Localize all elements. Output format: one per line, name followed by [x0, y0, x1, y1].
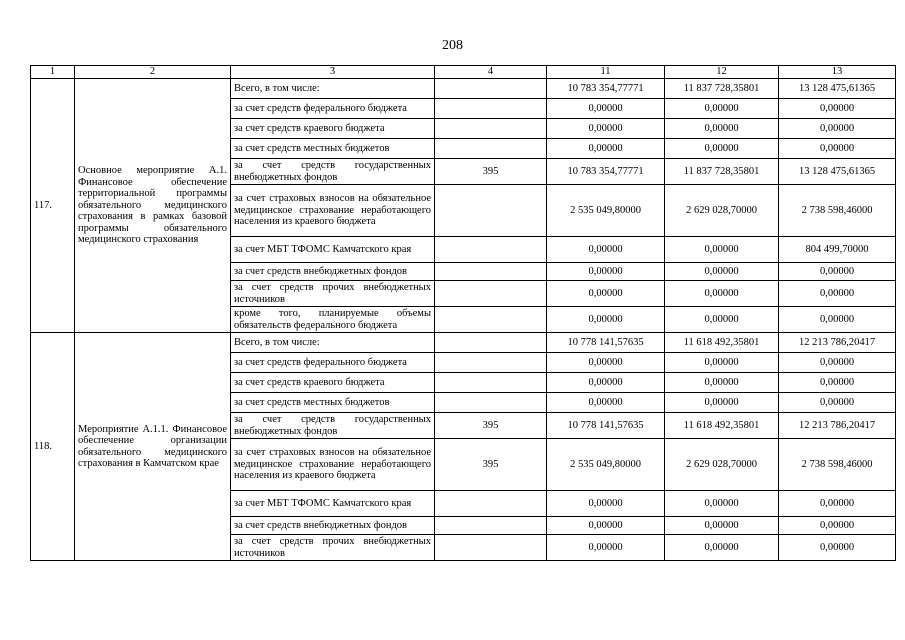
- funding-source: за счет средств федерального бюджета: [231, 353, 435, 373]
- budget-code: [435, 139, 547, 159]
- column-header: 1: [31, 66, 75, 79]
- value-col-12: 0,00000: [665, 307, 779, 333]
- value-col-12: 0,00000: [665, 263, 779, 281]
- value-col-12: 11 618 492,35801: [665, 413, 779, 439]
- value-col-12: 11 837 728,35801: [665, 159, 779, 185]
- page-number: 208: [442, 38, 463, 53]
- budget-code: [435, 373, 547, 393]
- value-col-11: 0,00000: [547, 535, 665, 561]
- budget-code: [435, 79, 547, 99]
- value-col-13: 0,00000: [779, 281, 896, 307]
- budget-code: [435, 491, 547, 517]
- value-col-13: 13 128 475,61365: [779, 159, 896, 185]
- value-col-13: 0,00000: [779, 373, 896, 393]
- value-col-12: 0,00000: [665, 353, 779, 373]
- funding-source: за счет средств краевого бюджета: [231, 373, 435, 393]
- value-col-13: 2 738 598,46000: [779, 185, 896, 237]
- column-header: 4: [435, 66, 547, 79]
- value-col-12: 0,00000: [665, 535, 779, 561]
- column-header: 12: [665, 66, 779, 79]
- funding-source: за счет средств прочих внебюджетных источников: [231, 281, 435, 307]
- value-col-11: 0,00000: [547, 99, 665, 119]
- budget-code: [435, 99, 547, 119]
- value-col-12: 0,00000: [665, 281, 779, 307]
- value-col-11: 0,00000: [547, 517, 665, 535]
- value-col-12: 11 618 492,35801: [665, 333, 779, 353]
- value-col-11: 0,00000: [547, 281, 665, 307]
- value-col-13: 0,00000: [779, 263, 896, 281]
- funding-source: за счет средств прочих внебюджетных источников: [231, 535, 435, 561]
- value-col-11: 0,00000: [547, 119, 665, 139]
- funding-source: за счет средств местных бюджетов: [231, 393, 435, 413]
- value-col-13: 0,00000: [779, 99, 896, 119]
- budget-code: 395: [435, 439, 547, 491]
- funding-source: за счет средств внебюджетных фондов: [231, 263, 435, 281]
- value-col-13: 0,00000: [779, 491, 896, 517]
- value-col-12: 0,00000: [665, 237, 779, 263]
- column-header: 11: [547, 66, 665, 79]
- value-col-11: 0,00000: [547, 237, 665, 263]
- value-col-11: 0,00000: [547, 491, 665, 517]
- budget-code: [435, 263, 547, 281]
- budget-code: [435, 353, 547, 373]
- value-col-11: 10 783 354,77771: [547, 159, 665, 185]
- funding-source: за счет средств местных бюджетов: [231, 139, 435, 159]
- budget-code: [435, 237, 547, 263]
- funding-source: Всего, в том числе:: [231, 79, 435, 99]
- value-col-13: 0,00000: [779, 517, 896, 535]
- funding-source: за счет средств краевого бюджета: [231, 119, 435, 139]
- value-col-12: 2 629 028,70000: [665, 185, 779, 237]
- funding-source: за счет средств государственных внебюджетных фондов: [231, 159, 435, 185]
- value-col-11: 0,00000: [547, 353, 665, 373]
- value-col-11: 2 535 049,80000: [547, 185, 665, 237]
- value-col-12: 2 629 028,70000: [665, 439, 779, 491]
- value-col-13: 0,00000: [779, 535, 896, 561]
- funding-source: за счет средств государственных внебюджетных фондов: [231, 413, 435, 439]
- value-col-12: 0,00000: [665, 393, 779, 413]
- measure-name: Мероприятие А.1.1. Финансовое обеспечение организации обязательного медицинского страхования в Камчатском крае: [75, 333, 231, 561]
- funding-source: за счет средств внебюджетных фондов: [231, 517, 435, 535]
- value-col-12: 0,00000: [665, 491, 779, 517]
- budget-code: [435, 119, 547, 139]
- value-col-13: 12 213 786,20417: [779, 413, 896, 439]
- value-col-13: 804 499,70000: [779, 237, 896, 263]
- budget-code: [435, 307, 547, 333]
- value-col-12: 0,00000: [665, 139, 779, 159]
- value-col-11: 10 778 141,57635: [547, 413, 665, 439]
- column-header: 2: [75, 66, 231, 79]
- value-col-13: 0,00000: [779, 393, 896, 413]
- value-col-11: 0,00000: [547, 139, 665, 159]
- funding-source: за счет МБТ ТФОМС Камчатского края: [231, 237, 435, 263]
- column-header: 13: [779, 66, 896, 79]
- budget-table: [30, 65, 896, 561]
- funding-source: Всего, в том числе:: [231, 333, 435, 353]
- value-col-13: 12 213 786,20417: [779, 333, 896, 353]
- funding-source: за счет МБТ ТФОМС Камчатского края: [231, 491, 435, 517]
- budget-code: [435, 535, 547, 561]
- value-col-12: 0,00000: [665, 373, 779, 393]
- funding-source: за счет страховых взносов на обязательное медицинское страхование неработающего населения из краевого бюджета: [231, 185, 435, 237]
- budget-code: 395: [435, 159, 547, 185]
- value-col-13: 0,00000: [779, 139, 896, 159]
- column-header: 3: [231, 66, 435, 79]
- row-number: 117.: [31, 79, 75, 333]
- budget-code: [435, 185, 547, 237]
- value-col-13: 13 128 475,61365: [779, 79, 896, 99]
- value-col-11: 0,00000: [547, 307, 665, 333]
- value-col-11: 10 783 354,77771: [547, 79, 665, 99]
- funding-source: за счет страховых взносов на обязательное медицинское страхование неработающего населения из краевого бюджета: [231, 439, 435, 491]
- value-col-12: 0,00000: [665, 119, 779, 139]
- value-col-13: 0,00000: [779, 353, 896, 373]
- value-col-11: 0,00000: [547, 373, 665, 393]
- row-number: 118.: [31, 333, 75, 561]
- value-col-13: 0,00000: [779, 307, 896, 333]
- value-col-11: 2 535 049,80000: [547, 439, 665, 491]
- budget-code: [435, 333, 547, 353]
- budget-code: 395: [435, 413, 547, 439]
- budget-code: [435, 281, 547, 307]
- funding-source: за счет средств федерального бюджета: [231, 99, 435, 119]
- budget-code: [435, 393, 547, 413]
- value-col-11: 0,00000: [547, 393, 665, 413]
- value-col-12: 0,00000: [665, 517, 779, 535]
- value-col-12: 11 837 728,35801: [665, 79, 779, 99]
- value-col-11: 10 778 141,57635: [547, 333, 665, 353]
- measure-name: Основное мероприятие А.1. Финансовое обеспечение территориальной программы обязательного медицинского страхования в рамках базовой программы обязательного медицинского страхования: [75, 79, 231, 333]
- budget-code: [435, 517, 547, 535]
- value-col-11: 0,00000: [547, 263, 665, 281]
- funding-source: кроме того, планируемые объемы обязательств федерального бюджета: [231, 307, 435, 333]
- table-row: [31, 333, 896, 353]
- header-row: [31, 66, 896, 79]
- value-col-12: 0,00000: [665, 99, 779, 119]
- value-col-13: 2 738 598,46000: [779, 439, 896, 491]
- value-col-13: 0,00000: [779, 119, 896, 139]
- table-row: [31, 79, 896, 99]
